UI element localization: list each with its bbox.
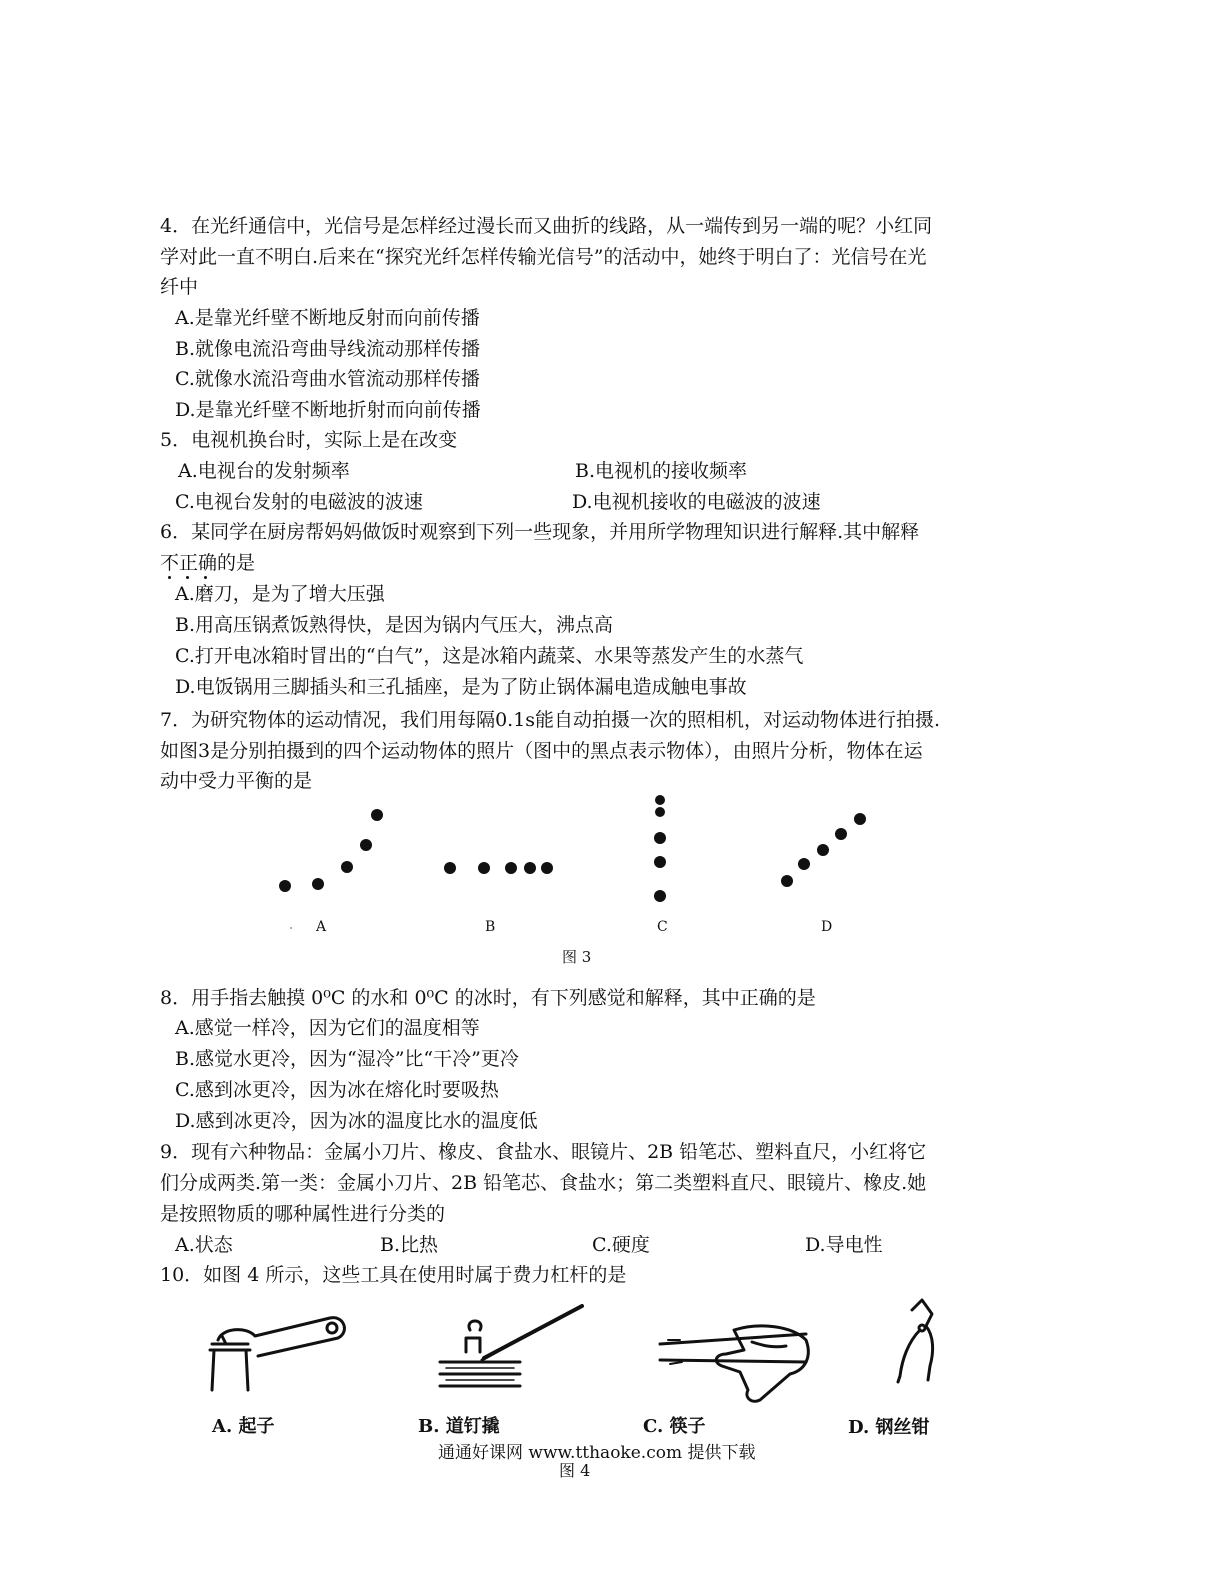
q6-option-b: B.用高压锅煮饭熟得快，是因为锅内气压大，沸点高 [175,614,614,636]
q8-option-c: C.感到冰更冷，因为冰在熔化时要吸热 [175,1079,499,1101]
tool-c-label: C. 筷子 [643,1416,706,1437]
fig3-label-a: A [316,919,327,935]
fig3-label-c: C [657,919,668,935]
q4-option-b: B.就像电流沿弯曲导线流动那样传播 [175,338,481,360]
q7-stem-line-1: 7．为研究物体的运动情况，我们用每隔0.1s能自动拍摄一次的照相机，对运动物体进行拍摄. [160,709,941,731]
q4-option-a: A.是靠光纤壁不断地反射而向前传播 [175,307,480,329]
footer-download-note: 通通好课网 www.tthaoke.com 提供下载 [438,1443,756,1463]
q5-option-d: D.电视机接收的电磁波的波速 [572,491,821,513]
pliers-icon [898,1300,933,1382]
q9-stem-line-2: 们分成两类.第一类：金属小刀片、2B 铅笔芯、食盐水；第二类塑料直尺、眼镜片、橡皮.她 [160,1172,927,1194]
q9-option-c: C.硬度 [592,1234,650,1256]
q6-option-a: A.磨刀，是为了增大压强 [175,583,385,605]
q4-stem-line-1: 4．在光纤通信中，光信号是怎样经过漫长而又曲折的线路，从一端传到另一端的呢？小红同 [160,215,933,237]
q5-option-b: B.电视机的接收频率 [575,460,748,482]
q9-option-d: D.导电性 [805,1234,883,1256]
figure-3-caption: 图 3 [562,948,592,966]
q9-option-b: B.比热 [380,1234,439,1256]
fig3-label-b: B [485,919,496,935]
q4-option-d: D.是靠光纤壁不断地折射而向前传播 [175,399,481,421]
chopsticks-icon [660,1326,808,1401]
q7-stem-line-3: 动中受力平衡的是 [160,770,313,792]
q4-option-c: C.就像水流沿弯曲水管流动那样传播 [175,368,480,390]
rail-spike-lever-icon [440,1306,582,1386]
q9-stem-line-1: 9．现有六种物品：金属小刀片、橡皮、食盐水、眼镜片、2B 铅笔芯、塑料直尺，小红将它 [160,1141,927,1163]
tool-d-label: D. 钢丝钳 [848,1417,930,1438]
q6-option-c: C.打开电冰箱时冒出的“白气”，这是冰箱内蔬菜、水果等蒸发产生的水蒸气 [175,645,804,667]
q5-option-a: A.电视台的发射频率 [178,460,350,482]
q8-option-d: D.感到冰更冷，因为冰的温度比水的温度低 [175,1110,538,1132]
tool-a-label: A. 起子 [212,1416,275,1437]
q9-stem-line-3: 是按照物质的哪种属性进行分类的 [160,1203,446,1225]
bottle-opener-icon [210,1318,344,1390]
q9-option-a: A.状态 [175,1234,233,1256]
q8-option-a: A.感觉一样冷，因为它们的温度相等 [175,1017,480,1039]
q8-stem: 8．用手指去触摸 0⁰C 的水和 0⁰C 的冰时，有下列感觉和解释，其中正确的是 [160,987,816,1009]
q5-stem: 5．电视机换台时，实际上是在改变 [160,429,458,451]
q6-option-d: D.电饭锅用三脚插头和三孔插座，是为了防止锅体漏电造成触电事故 [175,676,747,698]
q8-option-b: B.感觉水更冷，因为“湿冷”比“干冷”更冷 [175,1048,519,1070]
q6-stem-line-1: 6．某同学在厨房帮妈妈做饭时观察到下列一些现象，并用所学物理知识进行解释.其中解释 [160,521,920,543]
fig3-label-d: D [821,919,833,935]
q7-stem-line-2: 如图3是分别拍摄到的四个运动物体的照片（图中的黑点表示物体），由照片分析，物体在运 [160,740,923,762]
q4-stem-line-3: 纤中 [160,276,199,298]
q5-option-c: C.电视台发射的电磁波的波速 [175,491,423,513]
tool-b-label: B. 道钉撬 [418,1416,500,1437]
figure-4-caption: 图 4 [559,1461,591,1480]
q10-stem: 10．如图 4 所示，这些工具在使用时属于费力杠杆的是 [160,1264,627,1286]
q4-stem-line-2: 学对此一直不明白.后来在“探究光纤怎样传输光信号”的活动中，她终于明白了：光信号在光 [160,246,927,268]
q6-stem-line-2: 不正确的是 [160,552,256,574]
